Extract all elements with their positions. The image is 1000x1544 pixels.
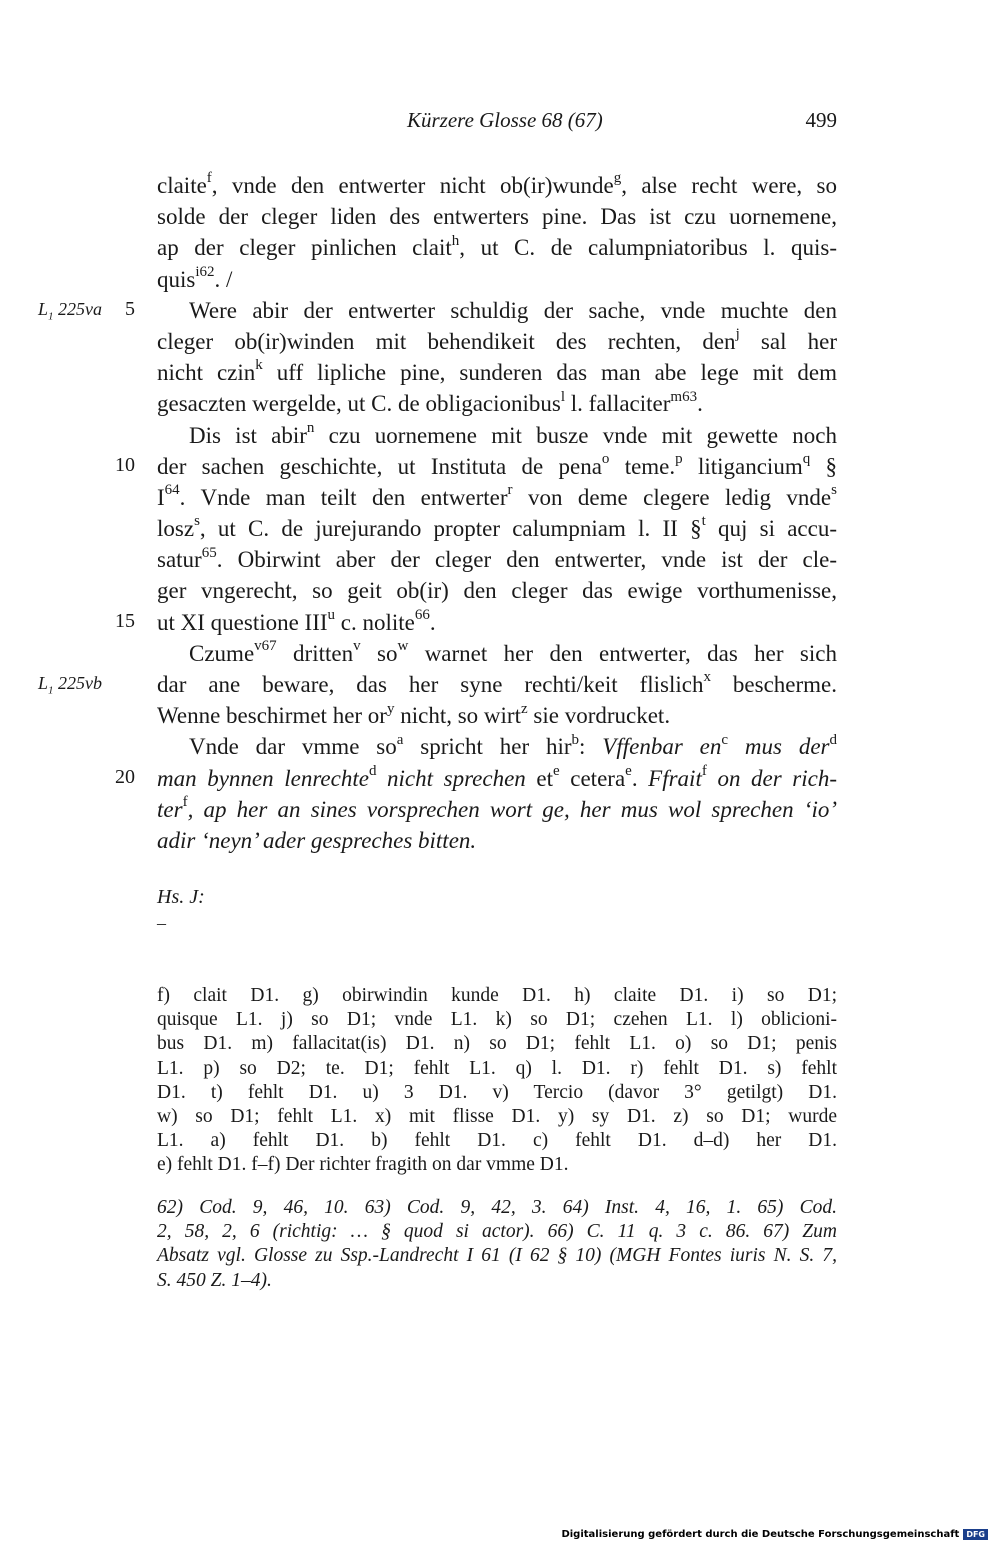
text-line <box>157 420 837 451</box>
text-line <box>157 575 837 606</box>
text-line <box>157 607 837 638</box>
footnote-marker: 64 <box>164 482 180 499</box>
text-segment: dar ane beware, das her syne rechti/keit flislich <box>157 672 704 697</box>
text-segment: quis <box>157 266 196 292</box>
line-number: 5 <box>125 297 135 320</box>
text-segment: ut XI questione III <box>157 609 328 635</box>
footnote-marker: 65 <box>201 544 217 561</box>
apparatus-line: e) fehlt D1. f–f) Der richter fragith on dar vmme D1. <box>157 1154 569 1176</box>
text-segment: adir ‘neyn’ ader gespreches bitten. <box>157 827 477 853</box>
text-segment: der sachen geschichte, ut Instituta de pena <box>157 453 602 479</box>
running-title: Kürzere Glosse 68 (67) <box>407 108 603 132</box>
line-number: 15 <box>115 609 135 632</box>
footnote-marker: c <box>721 731 729 748</box>
text-segment: dritten <box>276 640 354 666</box>
apparatus-line: f) clait D1. g) obirwindin kunde D1. h) claite D1. i) so D1; <box>157 985 837 1006</box>
footnote-marker: s <box>194 513 200 530</box>
line-number: 20 <box>115 765 135 788</box>
text-line <box>157 326 837 357</box>
text-segment: von deme clegere ledig vnde <box>512 484 832 510</box>
text-segment: nicht sprechen <box>376 765 526 791</box>
text-segment: warnet her den entwerter, das her sich <box>408 640 837 666</box>
apparatus-line: L1. p) so D2; te. D1; fehlt L1. q) l. D1. r) fehlt D1. s) fehlt <box>157 1057 837 1079</box>
text-segment: Were abir der entwerter schuldig der sache, vnde muchte den <box>189 297 837 323</box>
text-segment: czu uornemene mit busze vnde mit gewette noch <box>314 422 837 448</box>
text-segment: I <box>157 484 165 510</box>
text-segment: , ut C. de calumpniatoribus l. quis- <box>459 235 837 261</box>
footnote-marker: u <box>327 606 336 623</box>
source-note-line: S. 450 Z. 1–4). <box>157 1269 272 1291</box>
dfg-footer <box>561 1529 988 1540</box>
text-line <box>157 763 837 794</box>
footnote-marker: o <box>601 451 610 468</box>
apparatus-line: L1. a) fehlt D1. b) fehlt D1. c) fehlt D1. d–d) her D1. <box>157 1130 837 1152</box>
line-number: 10 <box>115 453 135 476</box>
text-segment: on der rich- <box>706 765 837 791</box>
text-line <box>157 357 837 388</box>
text-segment: l. fallaciter <box>565 391 671 417</box>
apparatus-line: quisque L1. j) so D1; vnde L1. k) so D1; czehen L1. l) oblicioni- <box>157 1009 837 1031</box>
source-notes <box>157 1196 837 1293</box>
text-segment: claite <box>157 173 207 198</box>
source-note-line: 2, 58, 2, 6 (richtig: … § quod si actor). 66) C. 11 q. 3 c. 86. 67) Zum <box>157 1221 837 1243</box>
footnote-marker: f <box>206 170 212 187</box>
apparatus-line: bus D1. m) fallacitat(is) D1. n) so D1; fehlt L1. o) so D1; penis <box>157 1033 837 1055</box>
text-segment: , alse recht were, so <box>621 173 837 198</box>
footnote-marker: f <box>182 794 188 811</box>
text-segment: solde der cleger liden des entwerters pine. Das ist czu uornemene, <box>157 204 837 230</box>
footnote-marker: l <box>560 388 566 405</box>
footnote-marker: e <box>625 762 632 779</box>
text-segment: sie vordrucket. <box>527 703 671 729</box>
footnote-marker: t <box>701 513 706 530</box>
text-segment: Ffrait <box>648 765 702 791</box>
text-segment: . Vnde man teilt den entwerter <box>179 484 508 510</box>
apparatus-line: w) so D1; fehlt L1. x) mit flisse D1. y) sy D1. z) so D1; wurde <box>157 1105 837 1127</box>
text-segment: Vnde dar vmme so <box>189 734 397 760</box>
text-line <box>157 638 837 669</box>
text-segment: cleger ob(ir)winden mit behendikeit des rechten, den <box>157 328 736 354</box>
text-segment: , ut C. de jurejurando propter calumpniam l. II § <box>199 516 702 542</box>
text-line <box>157 201 837 232</box>
main-text-block <box>157 170 837 856</box>
text-line <box>157 451 837 482</box>
text-line <box>157 170 837 201</box>
text-segment: ger vngerecht, so geit ob(ir) den cleger das ewige vorthumenisse, <box>157 578 837 604</box>
footnote-marker: d <box>368 762 377 779</box>
text-segment: Czume <box>189 640 255 666</box>
footnote-marker: q <box>802 451 811 468</box>
text-segment: sal her <box>739 328 837 354</box>
footnote-marker: g <box>613 170 622 187</box>
footnote-marker: n <box>306 419 315 436</box>
footnote-marker: i62 <box>195 263 215 280</box>
footnote-marker: a <box>396 731 404 748</box>
footnote-marker: x <box>703 669 711 686</box>
manuscript-siglum: $L_1$ 225vb <box>38 673 103 697</box>
page-number: 499 <box>805 108 837 132</box>
text-segment: uff lipliche pine, sunderen das man abe lege mit dem <box>262 360 838 386</box>
footnote-marker: w <box>397 638 409 655</box>
text-segment: man bynnen lenrechte <box>157 765 369 791</box>
footnote-marker: h <box>451 232 460 249</box>
text-segment: . / <box>214 266 233 292</box>
text-segment: ter <box>157 796 183 822</box>
footnote-marker: f <box>701 762 707 779</box>
footnote-marker: v67 <box>254 638 277 655</box>
text-segment: , vnde den entwerter nicht ob(ir)wunde <box>211 173 614 198</box>
footer-text: Digitalisierung gefördert durch die Deutsche Forschungsgemeinschaft <box>561 1529 960 1540</box>
footnote-marker: k <box>255 357 263 374</box>
text-line <box>157 482 837 513</box>
footnote-marker: b <box>571 731 580 748</box>
manuscript-label: Hs. J: <box>157 886 205 908</box>
text-line <box>157 388 837 419</box>
footnote-marker: 66 <box>414 606 430 623</box>
page-header <box>157 108 837 138</box>
text-segment: litigancium <box>682 453 803 479</box>
text-segment: bescherme. <box>710 672 837 697</box>
footnote-marker: d <box>829 731 838 748</box>
text-line <box>157 513 837 544</box>
text-segment: Wenne beschirmet her or <box>157 703 387 729</box>
text-segment: so <box>360 640 398 666</box>
text-segment: losz <box>157 516 195 542</box>
text-segment: § <box>810 453 838 479</box>
manuscript-dash: – <box>157 913 166 933</box>
footnote-marker: z <box>520 700 528 717</box>
footnote-marker: p <box>675 451 683 468</box>
text-segment: nicht czin <box>157 360 256 386</box>
dfg-logo: DFG <box>963 1529 988 1540</box>
critical-apparatus <box>157 984 837 1178</box>
text-segment: . <box>631 765 649 791</box>
source-note-line: 62) Cod. 9, 46, 10. 63) Cod. 9, 42, 3. 64) Inst. 4, 16, 1. 65) Cod. <box>157 1197 837 1218</box>
text-segment: Dis ist abir <box>189 422 307 448</box>
text-line <box>157 731 837 762</box>
text-segment: . <box>429 609 436 635</box>
text-line <box>157 700 837 731</box>
text-segment: teme. <box>609 453 676 479</box>
text-line <box>157 544 837 575</box>
footnote-marker: s <box>831 482 837 499</box>
text-line <box>157 232 837 263</box>
apparatus-line: D1. t) fehlt D1. u) 3 D1. v) Tercio (davor 3° getilgt) D1. <box>157 1081 837 1103</box>
manuscript-siglum: $L_1$ 225va <box>38 298 103 323</box>
text-segment: ap der cleger pinlichen clait <box>157 235 452 261</box>
text-segment: Vffenbar en <box>602 734 722 760</box>
text-segment: gesaczten wergelde, ut C. de obligacionibus <box>157 391 561 417</box>
footnote-marker: r <box>507 482 513 499</box>
text-line <box>157 264 837 295</box>
text-segment: . Obirwint aber der cleger den entwerter, vnde ist der cle- <box>216 547 837 573</box>
text-segment: . <box>697 391 703 417</box>
source-note-line: Absatz vgl. Glosse zu Ssp.-Landrecht I 61 (I 62 § 10) (MGH Fontes iuris N. S. 7, <box>157 1245 837 1267</box>
text-segment: cetera <box>559 765 626 791</box>
text-segment: spricht her hir <box>403 734 572 760</box>
text-line <box>157 669 837 700</box>
text-line <box>157 295 837 326</box>
footnote-marker: e <box>553 762 560 779</box>
text-segment: nicht, so wirt <box>394 703 521 729</box>
footnote-marker: m63 <box>670 388 698 405</box>
footnote-marker: v <box>353 638 361 655</box>
text-segment: : <box>579 734 603 760</box>
text-segment: et <box>525 765 553 791</box>
text-segment: c. nolite <box>335 609 415 635</box>
text-line <box>157 794 837 825</box>
text-segment: quj si accu- <box>705 516 838 542</box>
footnote-marker: y <box>386 700 395 717</box>
text-segment: mus der <box>728 734 830 760</box>
text-segment: satur <box>157 547 202 573</box>
footnote-marker: j <box>735 326 740 343</box>
text-segment: , ap her an sines vorsprechen wort ge, her mus wol sprechen ‘io’ <box>187 796 837 822</box>
text-line <box>157 825 837 856</box>
